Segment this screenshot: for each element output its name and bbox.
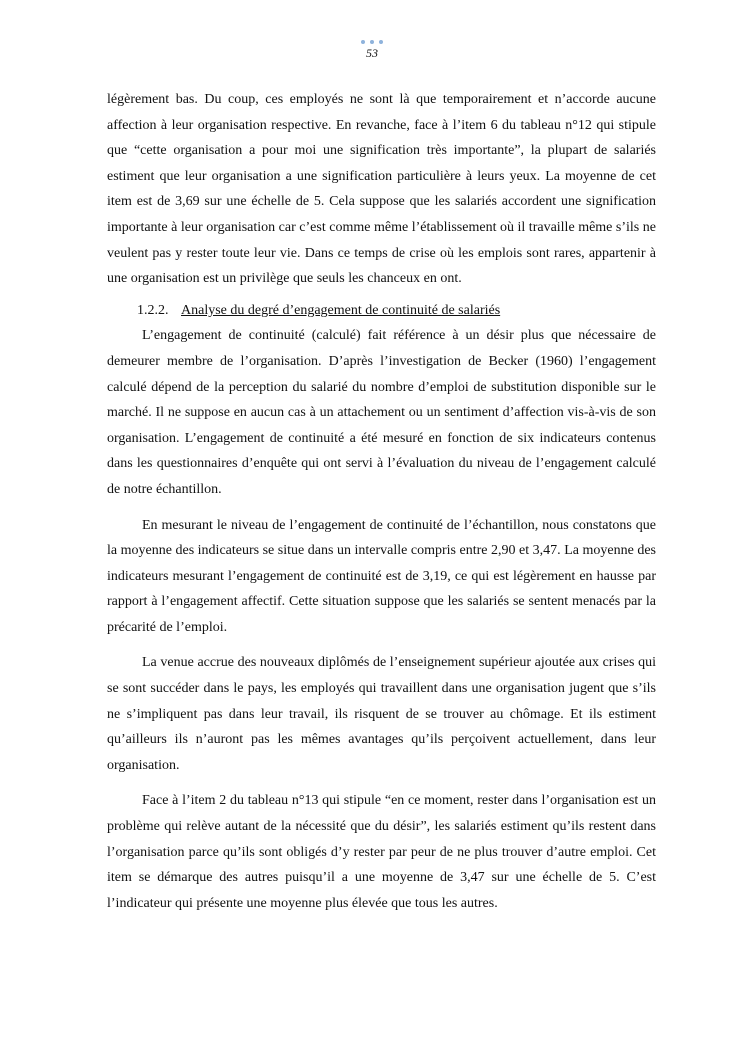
page-number: 53 bbox=[366, 46, 378, 60]
ornament-dot bbox=[379, 40, 383, 44]
section-title: Analyse du degré d’engagement de continuité de salariés bbox=[181, 302, 501, 318]
paragraph-continuity-measure: En mesurant le niveau de l’engagement de continuité de l’échantillon, nous constatons que la moyenne des indicateurs se situe dans un intervalle compris entre 2,90 et 3,47. La moyenne des indicateurs mesurant l’engagement de continuité est de 3,19, ce qui est légèrement en hausse par rapport à l’engagement affectif. Cette situation suppose que les salariés se sentent menacés par la précarité de l’emploi. bbox=[107, 517, 656, 635]
ornament-dot bbox=[370, 40, 374, 44]
document-body bbox=[107, 87, 656, 916]
paragraph-item-2: Face à l’item 2 du tableau n°13 qui stipule “en ce moment, rester dans l’organisation est un problème qui relève autant de la nécessité que du désir”, les salariés estiment qu’ils restent dans l’organisation parce qu’ils sont obligés d’y rester par peur de ne plus trouver d’autre emploi. Cet item se démarque des autres puisqu’il a une moyenne de 3,47 sur une échelle de 5. C’est l’indicateur qui présente une moyenne plus élevée que tous les autres. bbox=[107, 793, 656, 911]
paragraph-graduates-crisis: La venue accrue des nouveaux diplômés de l’enseignement supérieur ajoutée aux crises qui se sont succéder dans le pays, les employés qui travaillent dans une organisation jugent que s’ils ne s’impliquent pas dans leur travail, ils risquent de se trouver au chômage. Et ils estiment qu’ailleurs ils n’auront pas les mêmes avantages qu’ils perçoivent actuellement, dans leur organisation. bbox=[107, 655, 656, 773]
paragraph-continued: légèrement bas. Du coup, ces employés ne sont là que temporairement et n’accorde aucune affection à leur organisation respective. En revanche, face à l’item 6 du tableau n°12 qui stipule que “cette organisation a pour moi une signification très importante”, la plupart de salariés estiment que leur organisation a une signification particulière à leurs yeux. La moyenne de cet item est de 3,69 sur une échelle de 5. Cela suppose que les salariés accordent une signification importante à leur organisation car c’est comme même l’établissement où il travaille même s’ils ne veulent pas y rester toute leur vie. Dans ce temps de crise où les emplois sont rares, appartenir à une organisation est un privilège que seuls les chanceux en ont. bbox=[107, 92, 656, 287]
page-header bbox=[0, 40, 744, 60]
section-number: 1.2.2. bbox=[137, 302, 169, 318]
ornament-dot bbox=[361, 40, 365, 44]
paragraph-continuity-definition: L’engagement de continuité (calculé) fait référence à un désir plus que nécessaire de demeurer membre de l’organisation. D’après l’investigation de Becker (1960) l’engagement calculé dépend de la perception du salarié du nombre d’emploi de substitution disponible sur le marché. Il ne suppose en aucun cas à un attachement ou un sentiment d’affection vis-à-vis de son organisation. L’engagement de continuité a été mesuré en fonction de six indicateurs contenus dans les questionnaires d’enquête qui ont servi à l’évaluation du niveau de l’engagement calculé de notre échantillon. bbox=[107, 328, 656, 497]
section-heading bbox=[137, 298, 656, 324]
